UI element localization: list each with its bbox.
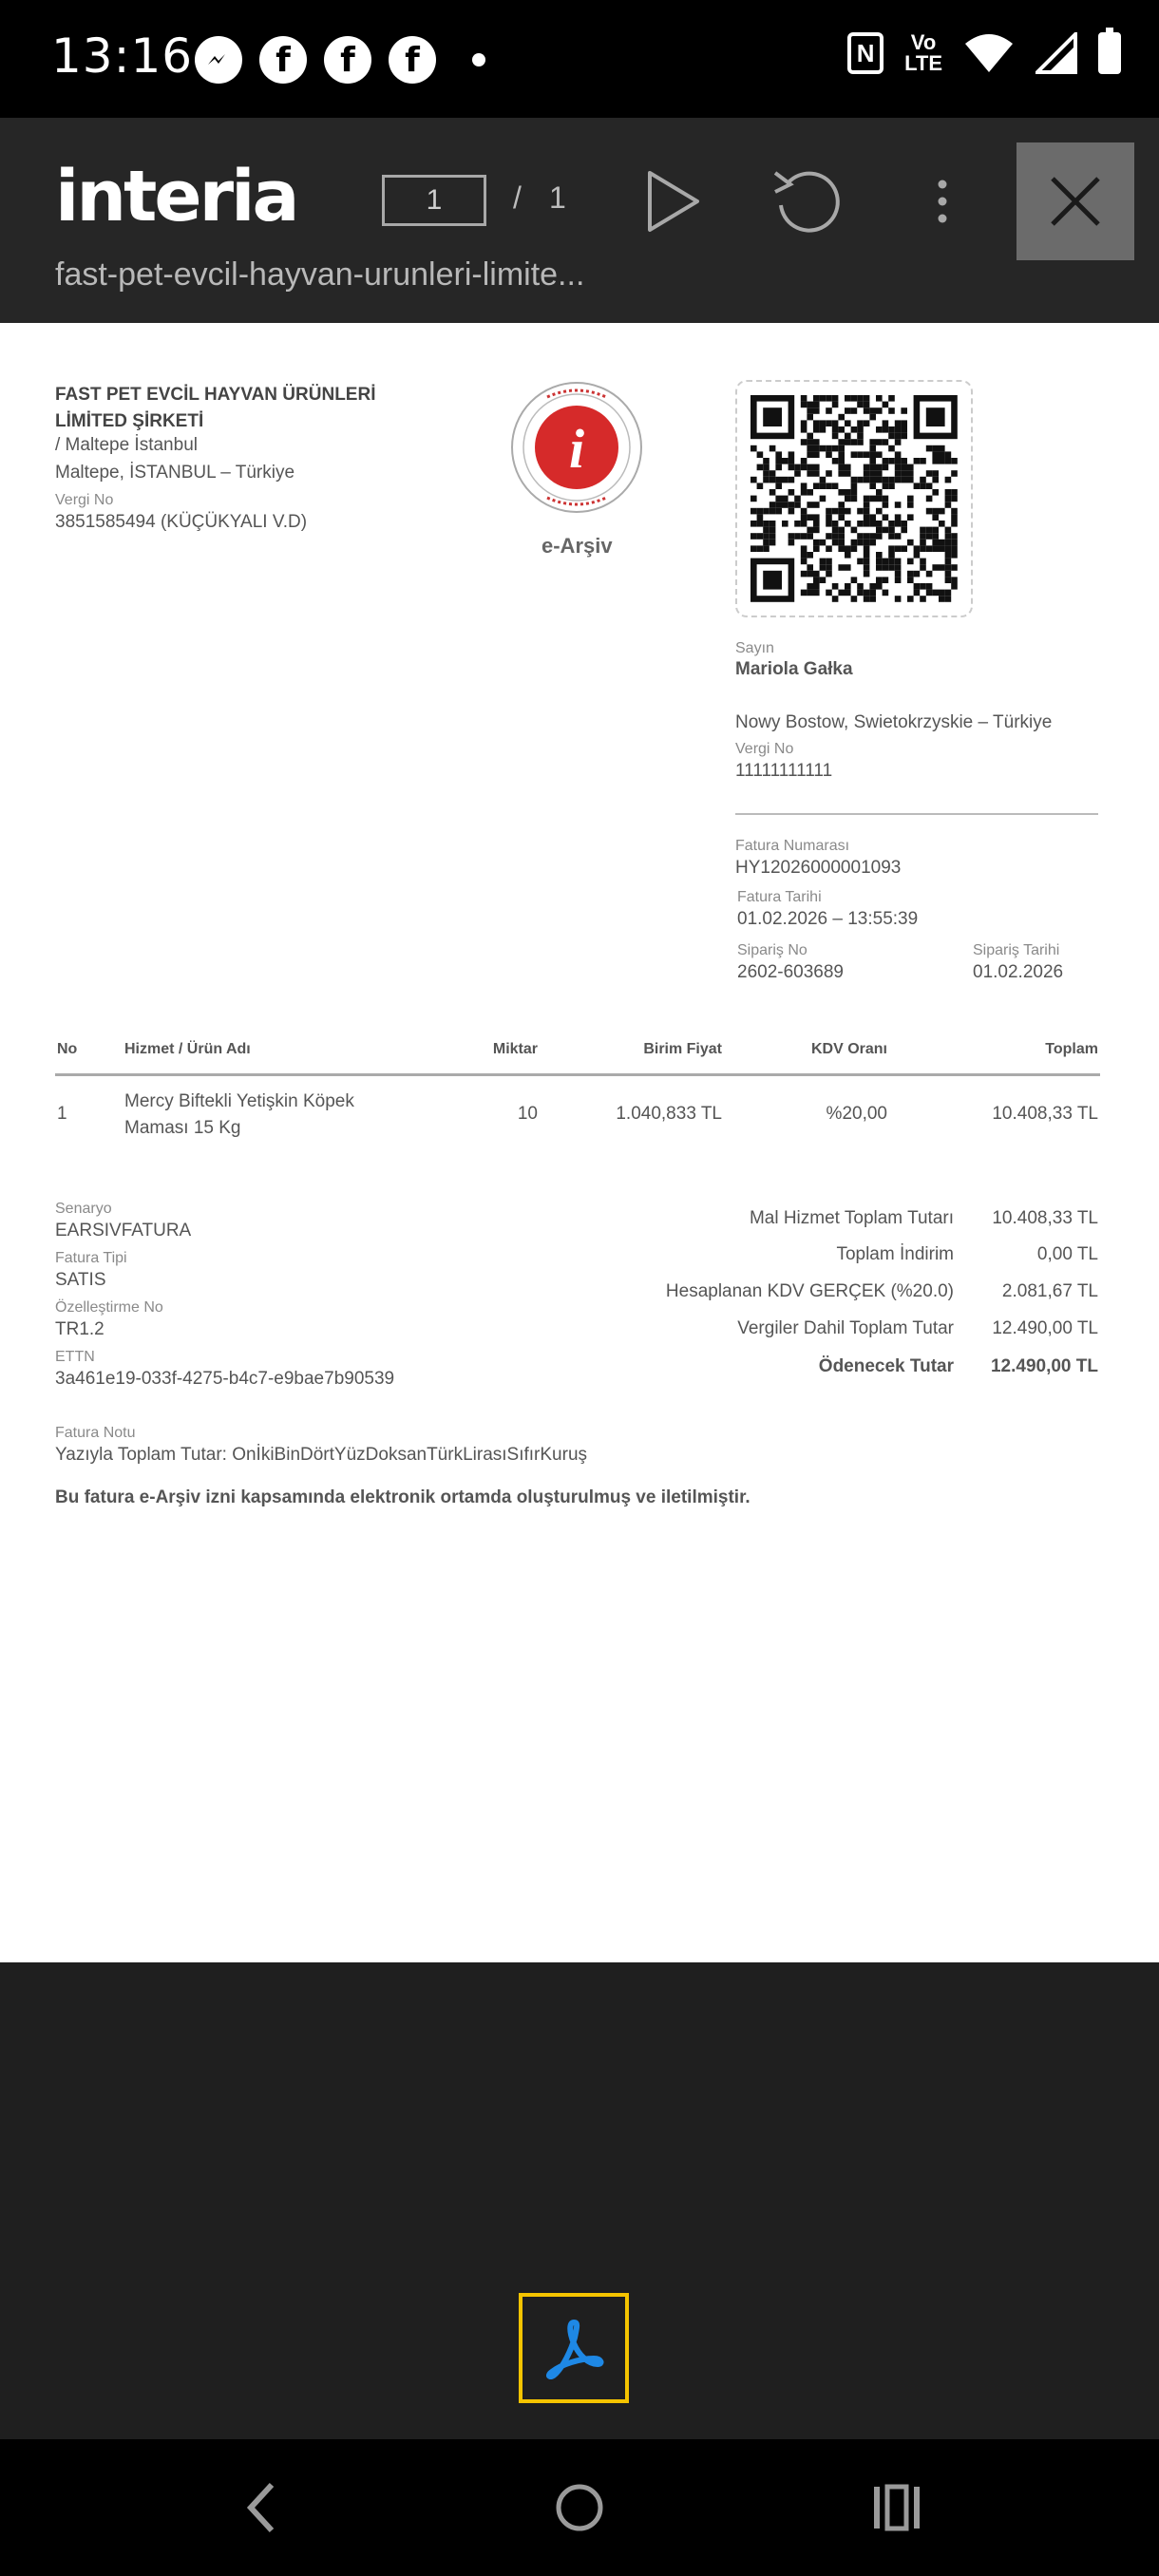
signal-icon: [1036, 32, 1077, 74]
scenario-label: Senaryo: [55, 1201, 112, 1217]
row-product: [124, 1089, 354, 1142]
order-date-label: Sipariş Tarihi: [973, 942, 1060, 958]
back-icon[interactable]: [238, 2477, 285, 2538]
invoice-note-label: Fatura Notu: [55, 1425, 136, 1441]
row-total: 10.408,33 TL: [992, 1104, 1098, 1124]
row-product-line2: Maması 15 Kg: [124, 1118, 241, 1138]
status-time: 13:16: [51, 28, 194, 84]
interia-logo: interia: [55, 156, 297, 237]
buyer-tax-label: Vergi No: [735, 741, 794, 757]
svg-text:i: i: [568, 418, 585, 480]
page-total: 1: [549, 180, 566, 215]
buyer-divider: [735, 813, 1098, 815]
row-qty: 10: [517, 1104, 538, 1124]
wifi-icon: [963, 32, 1015, 74]
invoice-note-text: Yazıyla Toplam Tutar: OnİkiBinDörtYüzDoksanTürkLirasıSıfırKuruş: [55, 1445, 588, 1465]
battery-icon: [1098, 32, 1121, 74]
payable-label: Ödenecek Tutar: [818, 1356, 954, 1376]
gib-seal-logo: [509, 380, 644, 515]
system-icons: [847, 32, 1121, 74]
home-icon[interactable]: [551, 2477, 608, 2538]
customization-label: Özelleştirme No: [55, 1299, 163, 1316]
viewer-toolbar: [0, 118, 1159, 323]
page-number-input[interactable]: 1: [382, 175, 486, 226]
file-name: fast-pet-evcil-hayvan-urunleri-limite...: [55, 256, 585, 293]
earsiv-label: e-Arşiv: [542, 534, 613, 558]
invoice-number: HY12026000001093: [735, 858, 902, 878]
discount-label: Toplam İndirim: [836, 1244, 954, 1264]
more-notifications-dot: [472, 53, 485, 66]
buyer-label: Sayın: [735, 640, 774, 656]
seller-tax-label: Vergi No: [55, 492, 114, 508]
invoice-page: [0, 323, 1159, 1962]
row-vat: %20,00: [826, 1104, 887, 1124]
notification-icons: [195, 36, 485, 84]
col-header-unit-price: Birim Fiyat: [643, 1041, 722, 1057]
row-product-line1: Mercy Biftekli Yetişkin Köpek: [124, 1091, 354, 1111]
invoice-date: 01.02.2026 – 13:55:39: [737, 909, 919, 929]
facebook-icon: f: [259, 36, 307, 84]
invoice-type-value: SATIS: [55, 1270, 106, 1290]
payable-value: 12.490,00 TL: [990, 1356, 1098, 1376]
ettn-label: ETTN: [55, 1349, 95, 1365]
col-header-product: Hizmet / Ürün Adı: [124, 1041, 251, 1057]
tax-inclusive-value: 12.490,00 TL: [992, 1318, 1098, 1338]
scenario-value: EARSIVFATURA: [55, 1221, 192, 1241]
col-header-total: Toplam: [1045, 1041, 1098, 1057]
more-options-icon[interactable]: [904, 163, 980, 239]
play-icon[interactable]: [635, 163, 711, 239]
col-header-no: No: [57, 1041, 78, 1057]
nfc-icon: N: [847, 32, 884, 74]
volte-icon: Vo LTE: [904, 30, 942, 75]
ettn-value: 3a461e19-033f-4275-b4c7-e9bae7b90539: [55, 1369, 395, 1389]
facebook-icon: f: [324, 36, 371, 84]
messenger-icon: [195, 36, 242, 84]
invoice-number-label: Fatura Numarası: [735, 838, 850, 854]
col-header-qty: Miktar: [492, 1041, 538, 1057]
seller-address2: Maltepe, İSTANBUL – Türkiye: [55, 463, 295, 483]
seller-name-line1: FAST PET EVCİL HAYVAN ÜRÜNLERİ: [55, 385, 376, 405]
invoice-type-label: Fatura Tipi: [55, 1250, 127, 1266]
customization-value: TR1.2: [55, 1319, 104, 1339]
row-unit-price: 1.040,833 TL: [616, 1104, 722, 1124]
subtotal-value: 10.408,33 TL: [992, 1208, 1098, 1228]
close-button[interactable]: [1016, 142, 1134, 260]
qr-code-frame: [735, 380, 973, 617]
vat-label: Hesaplanan KDV GERÇEK (%20.0): [665, 1281, 954, 1301]
vat-value: 2.081,67 TL: [1001, 1281, 1098, 1301]
page-separator: /: [513, 180, 522, 215]
order-date: 01.02.2026: [973, 962, 1064, 982]
order-number-label: Sipariş No: [737, 942, 808, 958]
recents-icon[interactable]: [868, 2477, 925, 2538]
col-header-vat: KDV Oranı: [810, 1041, 887, 1057]
system-nav-bar: [0, 2439, 1159, 2576]
discount-value: 0,00 TL: [1036, 1244, 1098, 1264]
seller-address1: / Maltepe İstanbul: [55, 435, 198, 455]
open-pdf-button[interactable]: [519, 2293, 629, 2403]
seller-name-line2: LİMİTED ŞİRKETİ: [55, 411, 204, 431]
acrobat-pdf-icon: [542, 2317, 605, 2379]
facebook-icon: f: [389, 36, 436, 84]
close-icon: [1016, 142, 1134, 260]
buyer-address: Nowy Bostow, Swietokrzyskie – Türkiye: [735, 712, 1053, 732]
invoice-date-label: Fatura Tarihi: [737, 889, 822, 905]
qr-code: [737, 382, 971, 616]
status-bar: [0, 0, 1159, 118]
seller-name: [55, 382, 375, 435]
buyer-tax-number: 11111111111: [735, 761, 833, 781]
order-number: 2602-603689: [737, 962, 844, 982]
tax-inclusive-label: Vergiler Dahil Toplam Tutar: [737, 1318, 954, 1338]
rotate-icon[interactable]: [768, 163, 844, 239]
table-header-divider: [55, 1073, 1100, 1076]
earsiv-footer-note: Bu fatura e-Arşiv izni kapsamında elektronik ortamda oluşturulmuş ve iletilmiştir.: [55, 1487, 750, 1507]
subtotal-label: Mal Hizmet Toplam Tutarı: [749, 1208, 954, 1228]
seller-tax-number: 3851585494 (KÜÇÜKYALI V.D): [55, 512, 308, 532]
buyer-name: Mariola Gałka: [735, 659, 853, 679]
row-no: 1: [57, 1104, 67, 1124]
